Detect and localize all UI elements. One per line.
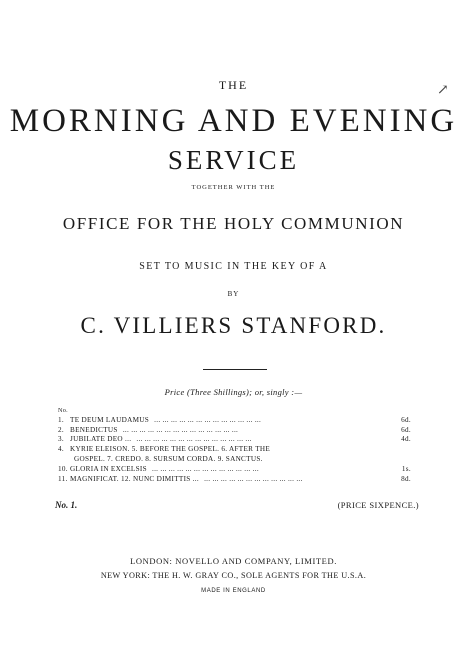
item-title: KYRIE ELEISON. 5. BEFORE THE GOSPEL. 6. AFTER THE [70,445,271,454]
list-item [58,455,411,465]
item-number: 2. [58,425,64,434]
issue-price: (PRICE SIXPENCE.) [337,500,419,510]
contents-list [58,406,411,484]
title-the: THE [218,78,249,92]
item-price: 4d. [401,435,411,444]
item-title: MAGNIFICAT. 12. NUNC DIMITTIS ... [70,475,202,483]
item-number: 3. [58,435,64,444]
title-service: SERVICE [167,145,300,175]
item-number: 10. [58,464,68,473]
issue-number: No. 1. [55,500,78,510]
item-title: GOSPEL. 7. CREDO. 8. SURSUM CORDA. 9. SANCTUS. [74,454,263,463]
item-price: 8d. [401,474,411,483]
item-price: 1s. [401,464,411,473]
number-label: No. [58,407,69,414]
item-title: BENEDICTUS [70,426,121,434]
list-item: 3. JUBILATE DEO ... ... ... ... ... ... ... ... ... ... ... ... ... ... ... 4d. [58,435,411,444]
list-item: 10. GLORIA IN EXCELSIS ... ... ... ... ... ... ... ... ... ... ... ... ... 1s. [58,464,411,473]
list-item: 2. BENEDICTUS ... ... ... ... ... ... ... ... ... ... ... ... ... ... 6d. [58,425,411,434]
by-label: BY [227,290,240,298]
item-number: 11. [58,474,68,483]
set-to-music: SET TO MUSIC IN THE KEY OF A [139,261,328,272]
item-title: TE DEUM LAUDAMUS [70,416,152,424]
margin-pencil-mark: ↗ [437,83,449,98]
list-item [58,445,411,455]
item-number: 1. [58,415,64,424]
list-item: 1. TE DEUM LAUDAMUS ... ... ... ... ... ... ... ... ... ... ... ... ... 6d. [58,415,411,424]
item-price: 6d. [401,425,411,434]
item-number: 4. [58,445,64,454]
title-main: MORNING AND EVENING [9,103,458,139]
price-line [0,387,467,397]
item-price: 6d. [401,415,411,424]
title-office: OFFICE FOR THE HOLY COMMUNION [62,214,405,233]
list-item: 11. MAGNIFICAT. 12. NUNC DIMITTIS ... ... ... ... ... ... ... ... ... ... ... ... ... 8d. [58,474,411,483]
composer-name: C. VILLIERS STANFORD. [80,313,387,338]
together-with: TOGETHER WITH THE [191,184,276,191]
publisher-line: LONDON: NOVELLO AND COMPANY, LIMITED. [130,556,337,566]
price-line-text: Price (Three Shillings); or, singly :— [164,387,303,397]
item-title: GLORIA IN EXCELSIS [70,465,150,473]
item-title: JUBILATE DEO ... [70,435,134,443]
made-in-line: MADE IN ENGLAND [201,588,266,594]
agents-line: NEW YORK: THE H. W. GRAY CO., SOLE AGENTS FOR THE U.S.A. [100,571,367,580]
divider-rule [203,369,267,370]
